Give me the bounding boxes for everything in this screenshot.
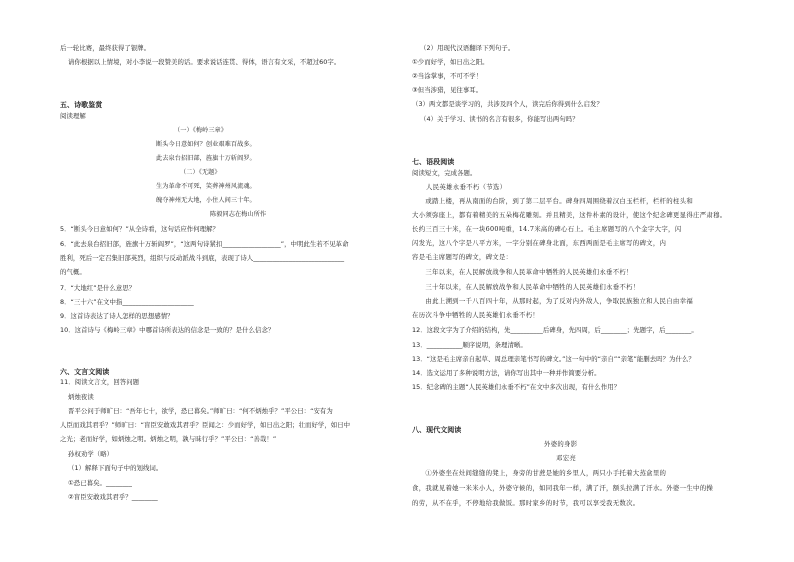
section-subtitle: 阅读理解 xyxy=(60,112,86,120)
passage-line: 长约三百三十米，在一块600吨重，14.7米高的碑心石上。毛主席题写的八个金字大字，闪 xyxy=(412,225,682,233)
question: 10．这首诗与《梅岭三章》中哪首诗所表达的信念是一致的？是什么信念？ xyxy=(60,326,275,334)
passage-line: 大小须弥座上，都有着精美的五朵梅花雕刻。并且精美，这件朴素的设计，使这个纪念碑更显得庄严肃穆。 xyxy=(412,211,727,219)
passage-title: 炳烛夜读 xyxy=(68,393,94,401)
section-subtitle: 11．阅读文言文，回答问题 xyxy=(60,378,140,386)
passage-title: 外婆的身影 xyxy=(544,440,578,448)
question: 9．这首诗表达了诗人怎样的思想感情？ xyxy=(60,312,174,320)
passage-line: 闪发光，这八个字是八平方米，一字分别在碑身北面，东西两面是毛主席写的碑文，内 xyxy=(412,239,667,247)
passage-line: 三年以来，在人民解放战争和人民革命中牺牲的人民英雄们永垂不朽！ xyxy=(412,268,633,276)
question: 7．“大地红”是什么意思？ xyxy=(60,284,136,292)
passage-line: 食，我就见着她一米米小人，外婆守候的，如同我年一样，满了汗，额头拉满了汗水。外婆一生中的操 xyxy=(412,484,714,492)
poem-title: （一）《梅岭三章》 xyxy=(174,127,228,134)
question: （3）两文都是谈学习的，共涉及四个人，读完后你得到什么启发？ xyxy=(412,100,603,108)
section-title: 六、文言文阅读 xyxy=(60,368,110,376)
passage-line: 晋平公问于师旷曰：“吾年七十，欲学，恐已暮矣。”师旷曰：“何不炳烛乎？”平公曰：“安有为 xyxy=(68,407,333,415)
poem-line: 生为革命不可死，笑葬神州风流魂。 xyxy=(156,183,256,190)
passage-line: ①外婆坐在灶间缝缝的凳上，身旁的甘蔗是她的乡里人，两只小手托着大蒸盒里的 xyxy=(412,469,667,477)
section-subtitle: 阅读短文，完成各题。 xyxy=(412,169,477,177)
question-item: ②当涂掌事，不可不学！ xyxy=(412,72,483,80)
section-title: 八、现代文阅读 xyxy=(412,426,462,434)
question: （4）关于学习、读书的名言有很多，你能写出两句吗？ xyxy=(420,115,579,123)
poem-title: （二）《无题》 xyxy=(180,169,221,176)
passage-title: 人民英雄永垂不朽（节选） xyxy=(426,183,507,191)
poem-line: 此去泉台招旧部，旌旗十万斩阎罗。 xyxy=(156,155,256,162)
question: 13．___________顺序说明，条理清晰。 xyxy=(412,341,527,349)
text-line: 请你根据以上情境，对小李说一段赞美的话。要求说话连贯、得体，语言有文采，不超过60字。 xyxy=(68,58,341,66)
passage-line: 人臣而戏其君乎？”师旷曰：“盲臣安敢戏其君乎？臣闻之：少而好学，如日出之阳；壮而好学，如日中 xyxy=(60,421,351,429)
question: （2）用现代汉语翻译下列句子。 xyxy=(420,44,515,52)
question-item: ②盲臣安敢戏其君乎？________ xyxy=(68,493,158,501)
question-item: ③但当涉猎，见往事耳。 xyxy=(412,86,483,94)
passage-line: 容是毛主席题写的碑文，碑文是： xyxy=(412,253,513,261)
passage-line: 的劳，从不在乎，不停地给我做饭。那时家乡的时节，我可以享受我无数次。 xyxy=(412,499,640,507)
section-title: 七、语段阅读 xyxy=(412,158,455,166)
poem-line: 断头今日意如何？创业艰难百战多。 xyxy=(156,141,256,148)
passage-line: 之光；老而好学，如炳烛之明。炳烛之明，孰与昧行乎？”平公曰：“善哉！” xyxy=(60,435,277,443)
question: （1）解释下面句子中的划线词。 xyxy=(68,464,163,472)
poem-author: 陈毅同志在梅山所作 xyxy=(210,211,267,218)
section-title: 五、诗歌鉴赏 xyxy=(60,101,103,109)
question: 5．“断头今日意如何？”从全诗看，这句话应作何理解？ xyxy=(60,225,219,233)
passage-line: 在历次斗争中牺牲的人民英雄们永垂不朽！ xyxy=(412,311,540,319)
question-item: ①少而好学，如日出之阳。 xyxy=(412,58,489,66)
question-item: ①恐已暮矣。________ xyxy=(68,479,132,487)
poem-line: 魄夺神州无大地，小住人间三十年。 xyxy=(156,197,256,204)
question: 胜利，死后一定召集旧部英烈，组织与反动派战斗到底，表现了诗人____________________________ xyxy=(60,254,345,262)
text-line: 后一轮比赛，最终获得了银牌。 xyxy=(60,44,151,52)
question: 的气概。 xyxy=(60,268,86,276)
question: 14．选文运用了多种说明方法，请你写出其中一种并作简要分析。 xyxy=(412,369,601,377)
passage-author: 邓宏亮 xyxy=(556,454,577,462)
question: 6．“此去泉台招旧部，旌旗十万斩阎罗”，“这两句诗紧扣__________________”，中明此生若不见革命 xyxy=(60,240,349,248)
question: 12．这段文字为了介绍的结构，先__________后碑身，先四周，后________；先题字，后________。 xyxy=(412,326,698,334)
passage-title: 孙权劝学（略） xyxy=(68,450,114,458)
passage-line: 三十年以来，在人民解放战争和人民革命中牺牲的人民英雄们永垂不朽！ xyxy=(412,283,640,291)
passage-line: 或踏上楼，再从南面的台阶，到了第二层平台。碑身四周围绕着汉白玉栏杆，栏杆的柱头和 xyxy=(412,197,694,205)
question: 15．纪念碑的主题“人民英雄们永垂不朽”在文中多次出现，有什么作用？ xyxy=(412,383,621,391)
passage-line: 由此上溯到一千八百四十年，从那时起，为了反对内外敌人，争取民族独立和人民自由幸福 xyxy=(412,297,694,305)
question: 8．“三十六”在文中指______________________ xyxy=(60,298,194,306)
question: 13．“这是毛主席亲自起草、周总理亲笔书写的碑文。”这一句中的“亲自”“亲笔”能删去吗？为什么？ xyxy=(412,355,695,363)
